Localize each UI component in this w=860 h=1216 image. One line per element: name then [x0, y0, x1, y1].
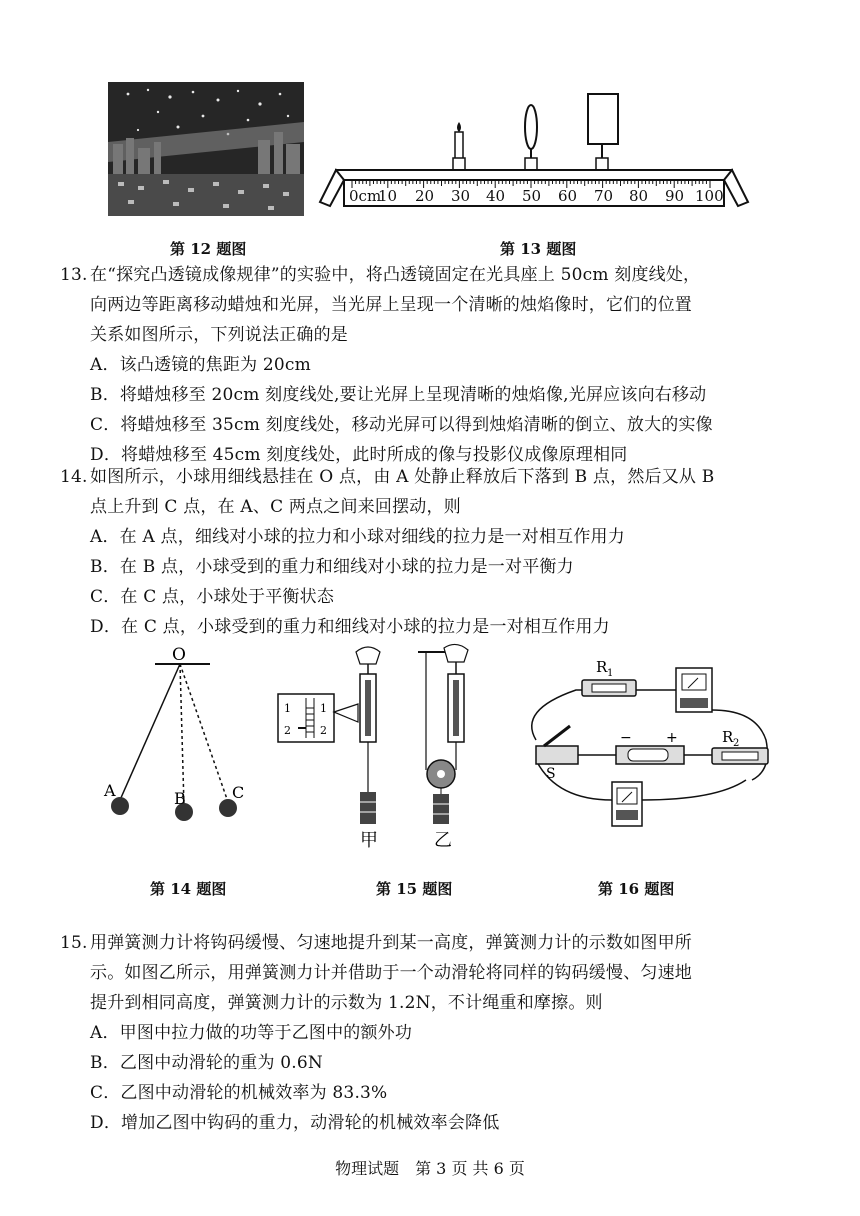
ruler-label-50: 50	[522, 187, 542, 205]
scale-label-2-left: 2	[284, 724, 291, 737]
option-a: A．在 A 点，细线对小球的拉力和小球对细线的拉力是一对相互作用力	[90, 527, 625, 547]
ruler-label-0: 0cm	[349, 187, 382, 205]
fig16-circuit	[516, 650, 778, 840]
question-text-line: 点上升到 C 点，在 A、C 两点之间来回摆动，则	[90, 497, 461, 517]
label-jia: 甲	[360, 830, 378, 851]
label-r2: R	[722, 728, 734, 746]
option-d: D．在 C 点，小球受到的重力和细线对小球的拉力是一对相互作用力	[90, 617, 610, 637]
fig16-caption: 第 16 题图	[598, 880, 675, 898]
ruler-label-20: 20	[415, 187, 435, 205]
label-c: C	[232, 783, 245, 802]
question-text-line: 如图所示，小球用细线悬挂在 O 点，由 A 处静止释放后下落到 B 点，然后又从 B	[90, 467, 715, 487]
scale-label-2-right: 2	[320, 724, 327, 737]
question-number: 13.	[60, 265, 88, 285]
label-a: A	[104, 781, 116, 800]
question-15	[60, 928, 780, 1138]
option-d: D．将蜡烛移至 45cm 刻度线处，此时所成的像与投影仪成像原理相同	[90, 445, 628, 465]
fig15-caption: 第 15 题图	[376, 880, 453, 898]
question-text-line: 向两边等距离移动蜡烛和光屏，当光屏上呈现一个清晰的烛焰像时，它们的位置	[90, 295, 692, 315]
option-b: B．乙图中动滑轮的重为 0.6N	[90, 1053, 324, 1073]
fig15-spring-scales	[276, 642, 496, 852]
fig12-caption: 第 12 题图	[170, 240, 247, 258]
label-r1-sub: 1	[607, 668, 614, 679]
question-text-line: 示。如图乙所示，用弹簧测力计并借助于一个动滑轮将同样的钩码缓慢、匀速地	[90, 963, 692, 983]
hand-icon	[444, 644, 468, 662]
option-a: A．该凸透镜的焦距为 20cm	[90, 355, 311, 375]
fig13-caption: 第 13 题图	[500, 240, 577, 258]
question-text-line: 用弹簧测力计将钩码缓慢、匀速地提升到某一高度，弹簧测力计的示数如图甲所	[90, 933, 692, 953]
label-minus: −	[620, 730, 632, 746]
option-c: C．在 C 点，小球处于平衡状态	[90, 587, 335, 607]
ruler-label-30: 30	[451, 187, 471, 205]
label-r1: R	[596, 658, 608, 676]
label-s: S	[546, 766, 556, 782]
label-plus: +	[666, 730, 678, 746]
question-text-line: 在“探究凸透镜成像规律”的实验中，将凸透镜固定在光具座上 50cm 刻度线处，	[90, 265, 701, 285]
pivot-label-o: O	[172, 645, 186, 665]
option-c: C．乙图中动滑轮的机械效率为 83.3%	[90, 1083, 388, 1103]
question-number: 14.	[60, 467, 88, 487]
option-c: C．将蜡烛移至 35cm 刻度线处，移动光屏可以得到烛焰清晰的倒立、放大的实像	[90, 415, 713, 435]
question-number: 15.	[60, 933, 88, 953]
hook-weights-jia	[360, 792, 376, 824]
ruler-label-40: 40	[486, 187, 506, 205]
label-yi: 乙	[434, 830, 452, 851]
question-14	[60, 462, 780, 637]
hook-weights-yi	[433, 794, 449, 824]
option-a: A．甲图中拉力做的功等于乙图中的额外功	[90, 1023, 413, 1043]
question-text-line: 关系如图所示，下列说法正确的是	[90, 325, 348, 345]
fig14-caption: 第 14 题图	[150, 880, 227, 898]
scale-label-1-right: 1	[320, 702, 327, 715]
page-footer: 物理试题 第 3 页 共 6 页	[335, 1159, 525, 1178]
scale-label-1-left: 1	[284, 702, 291, 715]
ruler-label-60: 60	[558, 187, 578, 205]
fig13-optical-bench	[318, 82, 750, 214]
hand-icon	[356, 647, 380, 664]
option-b: B．将蜡烛移至 20cm 刻度线处,要让光屏上呈现清晰的烛焰像,光屏应该向右移动	[90, 385, 707, 405]
fig12-photo	[108, 82, 304, 216]
label-b: B	[174, 789, 186, 808]
question-text-line: 提升到相同高度，弹簧测力计的示数为 1.2N，不计绳重和摩擦。则	[90, 993, 603, 1013]
ruler-label-80: 80	[629, 187, 649, 205]
ruler-label-90: 90	[665, 187, 685, 205]
option-d: D．增加乙图中钩码的重力，动滑轮的机械效率会降低	[90, 1113, 500, 1133]
fig14-pendulum	[100, 640, 260, 830]
ruler-label-100: 100	[695, 187, 724, 205]
switch-s	[536, 746, 578, 764]
question-13	[60, 260, 780, 465]
label-r2-sub: 2	[733, 738, 740, 749]
option-b: B．在 B 点，小球受到的重力和细线对小球的拉力是一对平衡力	[90, 557, 574, 577]
city-night-image	[108, 82, 304, 216]
ruler-label-10: 10	[378, 187, 398, 205]
ruler-label-70: 70	[594, 187, 614, 205]
